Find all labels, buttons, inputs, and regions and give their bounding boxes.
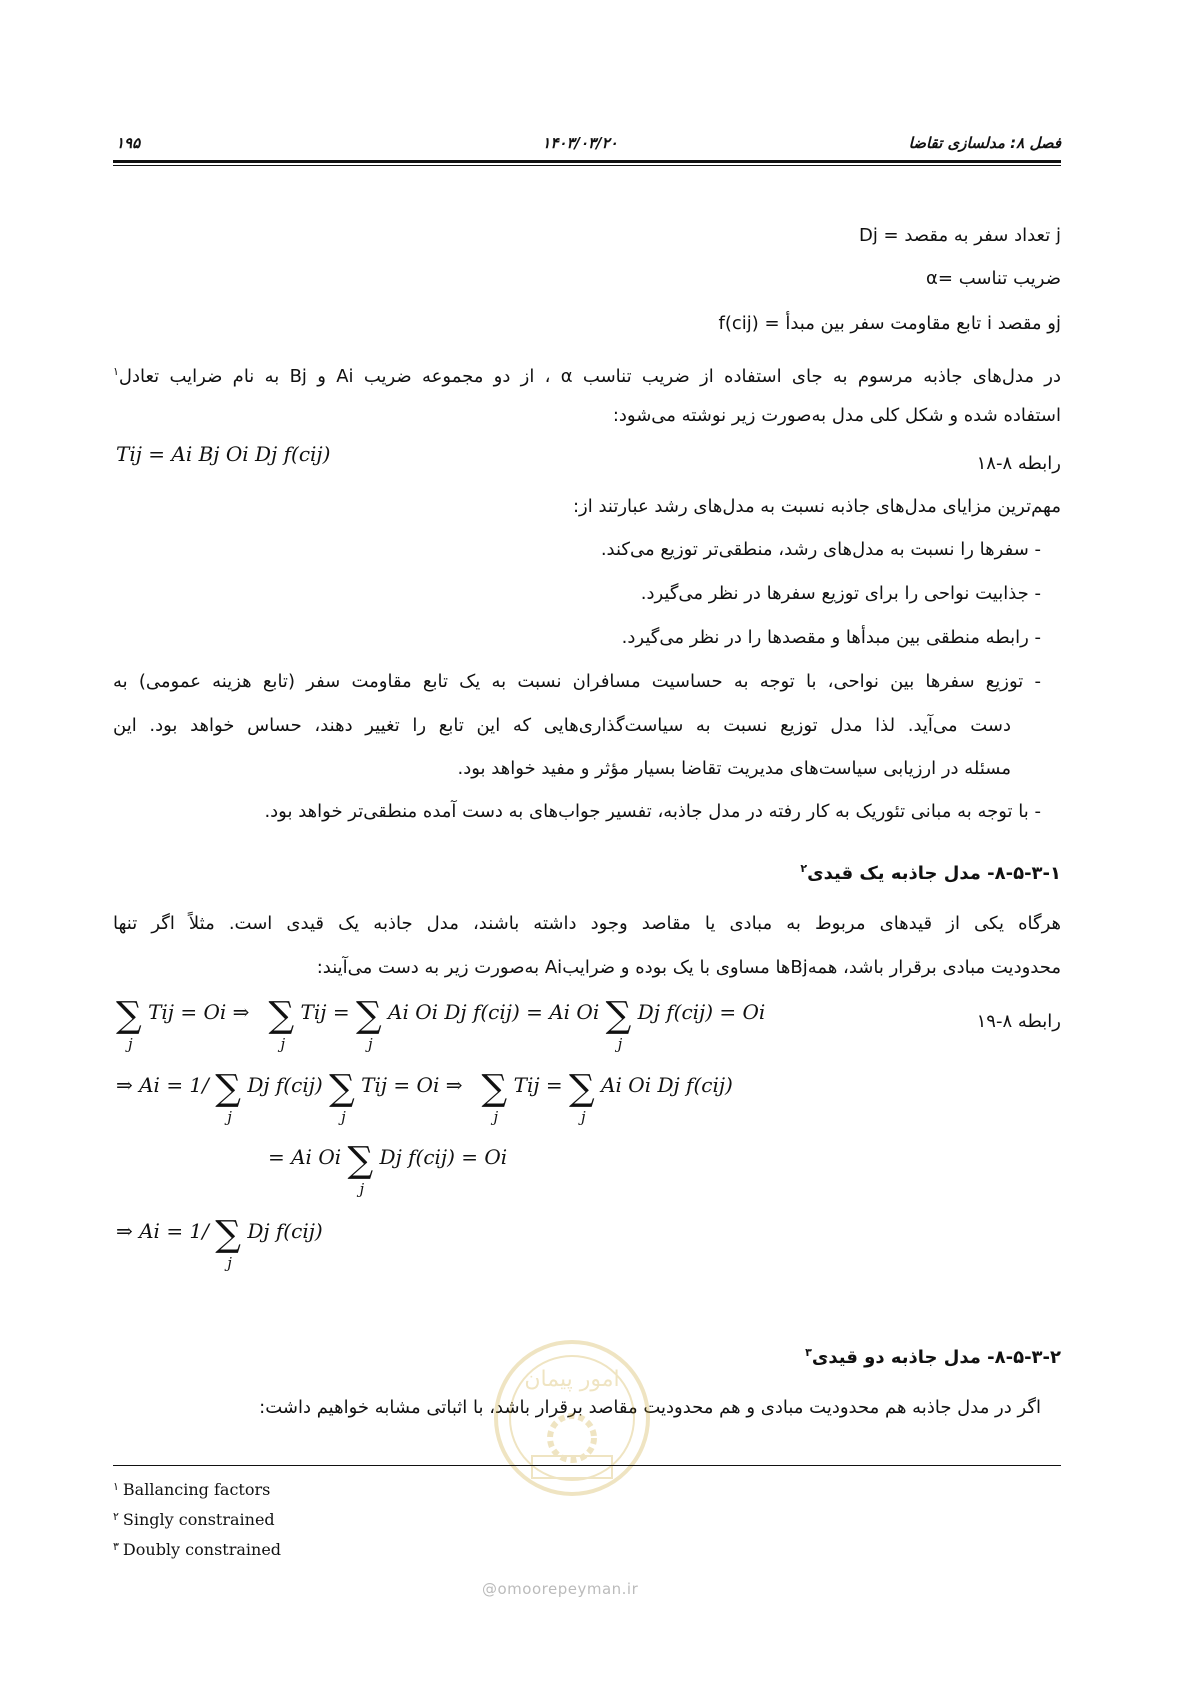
footnote-1: $^۱$ Ballancing factors <box>113 1480 271 1499</box>
section-1-line-2: محدودیت مبادی برقرار باشد، همهBjها مساوی با یک بوده و ضرایبAi به‌صورت زیر به دست می‌آیند: <box>316 957 1061 978</box>
watermark-url: @omoorepeyman.ir <box>482 1580 639 1598</box>
section-1-title <box>800 862 1061 884</box>
section-2-title-text: ۸-۵-۳-۲- مدل جاذبه دو قیدی <box>811 1347 1061 1368</box>
section-1-line-1: هرگاه یکی از قیدهای مربوط به مبادی یا مقاصد وجود داشته باشند، مدل جاذبه یک قیدی است. مثلاً اگر تنها <box>113 913 1061 934</box>
footnote-mark-2: ۲ <box>800 862 808 875</box>
definition-dj: Dj = تعداد سفر به مقصد j <box>858 225 1061 246</box>
header-rule-thin <box>113 165 1061 166</box>
footnote-rule <box>113 1465 1061 1466</box>
footnote-mark-3: ۳ <box>805 1346 812 1359</box>
equation-19-line-2: ⇒ Ai = 1/ ∑ j Dj f(cij) ∑ j Tij = Oi ⇒ ∑ j Tij = ∑ j Ai Oi Dj f(cij) <box>116 1068 733 1126</box>
advantage-item-1: - سفرها را نسبت به مدل‌های رشد، منطقی‌تر توزیع می‌کند. <box>600 539 1041 560</box>
header-rule-thick <box>113 160 1061 163</box>
section-2-title <box>805 1346 1061 1368</box>
equation-19-line-3: = Ai Oi ∑ j Dj f(cij) = Oi <box>268 1140 508 1198</box>
definition-fcij: f(cij) = تابع مقاومت سفر بین مبدأ i و مقصدj <box>718 313 1061 334</box>
equation-19-line-1: ∑ j Tij = Oi ⇒ ∑ j Tij = ∑ j Ai Oi Dj f(cij) = Ai Oi ∑ j Dj f(cij) = Oi <box>116 995 766 1053</box>
advantages-intro: مهم‌ترین مزایای مدل‌های جاذبه نسبت به مدل‌های رشد عبارتند از: <box>572 496 1061 517</box>
advantage-item-3: - رابطه منطقی بین مبدأها و مقصدها را در نظر می‌گیرد. <box>621 627 1041 648</box>
paragraph-1-line-1 <box>113 360 1061 389</box>
advantage-item-2: - جذابیت نواحی را برای توزیع سفرها در نظر می‌گیرد. <box>640 583 1041 604</box>
header-date: ۱۴۰۳/۰۳/۲۰ <box>542 134 618 152</box>
watermark-logo-text: امور پیمان <box>524 1367 620 1392</box>
watermark-logo <box>492 1338 652 1498</box>
section-2-line-1: اگر در مدل جاذبه هم محدودیت مبادی و هم محدودیت مقاصد برقرار باشد، با اثباتی مشابه خواهیم داشت: <box>259 1397 1041 1418</box>
advantage-item-4-line-2: دست می‌آید. لذا مدل توزیع نسبت به سیاست‌گذاری‌هایی که این تابع را تغییر دهند، حساس خواهد بود. این <box>113 715 1011 736</box>
advantage-item-4-line-3: مسئله در ارزیابی سیاست‌های مدیریت تقاضا بسیار مؤثر و مفید خواهد بود. <box>457 758 1011 779</box>
paragraph-1-line-2: استفاده شده و شکل کلی مدل به‌صورت زیر نوشته می‌شود: <box>612 405 1061 426</box>
equation-18: Tij = Ai Bj Oi Dj f(cij) <box>116 442 331 466</box>
sum-sign: ∑ <box>116 995 142 1036</box>
advantage-item-5: - با توجه به مبانی تئوریک به کار رفته در مدل جاذبه، تفسیر جواب‌های به دست آمده منطقی‌تر خواهد بود. <box>264 801 1041 822</box>
footnote-3: $^۳$ Doubly constrained <box>113 1540 282 1559</box>
paragraph-1-text: در مدل‌های جاذبه مرسوم به جای استفاده از ضریب تناسب α ، از دو مجموعه ضریب Ai و Bj به نام ضرایب تعادل <box>118 366 1062 387</box>
definition-alpha: α= ضریب تناسب <box>926 268 1061 289</box>
equation-19-line-4: ⇒ Ai = 1/ ∑ j Dj f(cij) <box>116 1214 323 1272</box>
equation-18-label: رابطه ۸-۱۸ <box>976 453 1061 474</box>
page-number: ۱۹۵ <box>116 134 141 152</box>
chapter-title: فصل ۸: مدلسازی تقاضا <box>908 134 1061 152</box>
footnote-2: $^۲$ Singly constrained <box>113 1510 275 1529</box>
advantage-item-4-line-1: - توزیع سفرها بین نواحی، با توجه به حساسیت مسافران نسبت به یک تابع مقاومت سفر (تابع هزینه عمومی) به <box>113 671 1041 692</box>
footnote-mark-1: ۱ <box>113 365 119 378</box>
equation-19-label: رابطه ۸-۱۹ <box>976 1011 1061 1032</box>
section-1-title-text: ۸-۵-۳-۱- مدل جاذبه یک قیدی <box>807 863 1061 884</box>
